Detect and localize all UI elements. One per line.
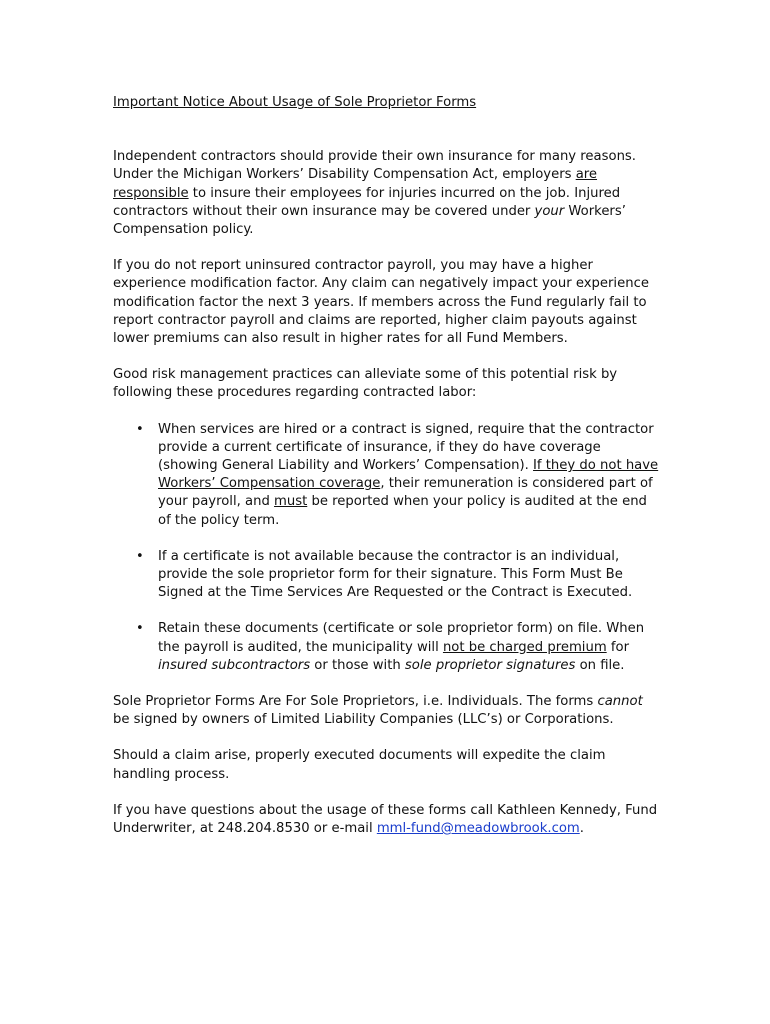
are-responsible-emphasis: are responsible: [113, 167, 598, 201]
list-item-certificate: • When services are hired or a contract is signed, require that the contractor provide a current certificate of insurance, if they do have coverage (showing General Liability and Workers’ Compensation). If they do not have Workers’ Compensation coverage, their remuneration is considered part of your payroll, and must be reported when your policy is audited at the end of the policy term.: [136, 421, 659, 528]
paragraph-contact: If you have questions about the usage of these forms call Kathleen Kennedy, Fund Underwriter, at 248.204.8530 or e-mail mml-fund@meadowbrook.com.: [113, 802, 658, 837]
bullet-icon: •: [136, 548, 144, 564]
paragraph-risk-management: Good risk management practices can alleviate some of this potential risk by following these procedures regarding contracted labor:: [113, 367, 618, 401]
paragraph-uninsured-payroll: If you do not report uninsured contractor payroll, you may have a higher experience modification factor. Any claim can negatively impact your experience modification factor the next 3 years. If members across the Fund regularly fail to report contractor payroll and claims are reported, higher claim payouts against lower premiums can also result in higher rates for all Fund Members.: [113, 258, 649, 347]
document-page: [113, 94, 661, 856]
cannot-emphasis: cannot: [597, 694, 643, 710]
list-item-retain-documents: • Retain these documents (certificate or sole proprietor form) on file. When the payroll is audited, the municipality will not be charged premium for insured subcontractors or those with sole proprietor signatures on file.: [136, 621, 645, 673]
notice-title: Important Notice About Usage of Sole Proprietor Forms: [113, 95, 477, 110]
must-emphasis: must: [274, 494, 308, 510]
paragraph-independent-contractors: Independent contractors should provide their own insurance for many reasons. Under the Michigan Workers’ Disability Compensation Act, employers are responsible to insure their employees for injuries incurred on the job. Injured contractors without their own insurance may be covered under your Workers’ Compensation policy.: [113, 149, 636, 238]
paragraph-llc-notice: Sole Proprietor Forms Are For Sole Proprietors, i.e. Individuals. The forms cannot be signed by owners of Limited Liability Companies (LLC’s) or Corporations.: [113, 694, 643, 728]
list-item-sole-proprietor-form: • If a certificate is not available because the contractor is an individual, provide the sole proprietor form for their signature. This Form Must Be Signed at the Time Services Are Requested or the Contract is Executed.: [136, 548, 633, 601]
bullet-icon: •: [136, 421, 144, 437]
not-charged-emphasis: not be charged premium: [442, 639, 607, 655]
bullet-icon: •: [136, 621, 144, 637]
paragraph-claim-arise: Should a claim arise, properly executed documents will expedite the claim handling process.: [113, 748, 606, 782]
insured-subcontractors-emphasis: insured subcontractors: [158, 657, 311, 673]
no-coverage-emphasis: If they do not have Workers’ Compensation coverage: [158, 458, 659, 492]
your-emphasis: your: [534, 203, 565, 219]
sole-proprietor-signatures-emphasis: sole proprietor signatures: [404, 657, 576, 673]
procedures-list: [113, 421, 661, 675]
email-link[interactable]: mml-fund@meadowbrook.com: [376, 821, 580, 837]
